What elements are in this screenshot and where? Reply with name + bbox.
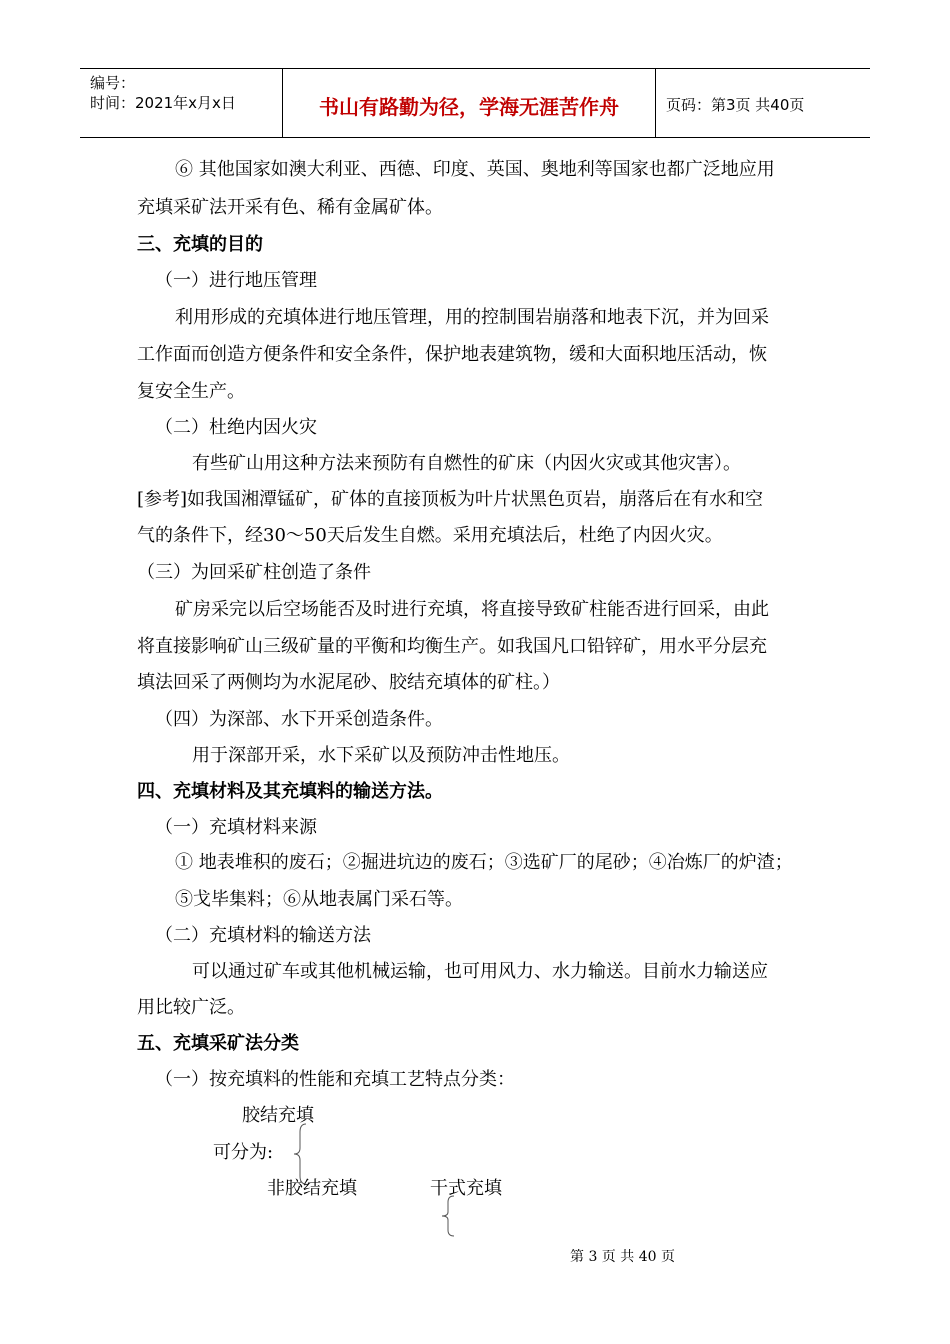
motto-text: 书山有路勤为径，学海无涯苦作舟 [319, 95, 619, 119]
section-heading: 三、充填的目的 [137, 234, 263, 255]
category-non-cemented-fill: 非胶结充填 [267, 1178, 357, 1199]
paragraph-line: 可以通过矿车或其他机械运输，也可用风力、水力输送。目前水力输送应 [192, 961, 768, 982]
subsection-heading: （一）进行地压管理 [155, 270, 317, 291]
header-page-info: 页码：第3页 共40页 [666, 96, 805, 114]
page-header [80, 68, 870, 138]
page-footer: 第 3 页 共 40 页 [570, 1249, 675, 1265]
category-cemented-fill: 胶结充填 [242, 1105, 314, 1126]
paragraph-line: 充填采矿法开采有色、稀有金属矿体。 [137, 197, 443, 218]
section-heading: 四、充填材料及其充填料的输送方法。 [137, 781, 443, 802]
brace-icon [434, 1194, 458, 1238]
paragraph-line: 填法回采了两侧均为水泥尾砂、胶结充填体的矿柱。） [137, 672, 560, 693]
paragraph-line: 用比较广泛。 [137, 997, 245, 1018]
header-meta-cell [80, 69, 283, 137]
paragraph-line: 矿房采完以后空场能否及时进行充填，将直接导致矿柱能否进行回采，由此 [175, 599, 769, 620]
paragraph-line: 将直接影响矿山三级矿量的平衡和均衡生产。如我国凡口铅锌矿，用水平分层充 [137, 636, 767, 657]
header-motto-cell [283, 69, 656, 137]
section-heading: 五、充填采矿法分类 [137, 1033, 299, 1054]
paragraph-line: 气的条件下，经30～50天后发生自燃。采用充填法后，杜绝了内因火灾。 [137, 525, 723, 546]
paragraph-line: ⑥ 其他国家如澳大利亚、西德、印度、英国、奥地利等国家也都广泛地应用 [175, 159, 775, 180]
paragraph-line: 利用形成的充填体进行地压管理，用的控制围岩崩落和地表下沉，并为回采 [175, 307, 769, 328]
category-dry-fill: 干式充填 [430, 1178, 502, 1199]
subsection-heading: （一）充填材料来源 [155, 817, 317, 838]
header-page-cell [656, 69, 870, 137]
paragraph-line: 工作面而创造方便条件和安全条件，保护地表建筑物，缓和大面积地压活动，恢 [137, 344, 767, 365]
doc-date-label: 时间：2021年x月x日 [90, 94, 236, 112]
paragraph-line: 复安全生产。 [137, 381, 245, 402]
paragraph-line: ⑤戈毕集料；⑥从地表属门采石等。 [175, 889, 463, 910]
subsection-heading: （二）杜绝内因火灾 [155, 417, 317, 438]
paragraph-line: 用于深部开采，水下采矿以及预防冲击性地压。 [192, 745, 570, 766]
subsection-heading: （一）按充填料的性能和充填工艺特点分类： [155, 1069, 515, 1090]
subsection-heading: （三）为回采矿柱创造了条件 [137, 562, 371, 583]
paragraph-line: [参考]如我国湘潭锰矿，矿体的直接顶板为叶片状黑色页岩，崩落后在有水和空 [137, 489, 764, 510]
subsection-heading: （四）为深部、水下开采创造条件。 [155, 709, 443, 730]
paragraph-line: 有些矿山用这种方法来预防有自燃性的矿床（内因火灾或其他灾害）。 [192, 453, 741, 474]
doc-number-label: 编号： [90, 74, 136, 92]
subsection-heading: （二）充填材料的输送方法 [155, 925, 371, 946]
paragraph-line: ① 地表堆积的废石；②掘进坑边的废石；③选矿厂的尾砂；④冶炼厂的炉渣； [175, 852, 793, 873]
category-intro-label: 可分为: [213, 1142, 274, 1163]
brace-icon [286, 1122, 310, 1186]
